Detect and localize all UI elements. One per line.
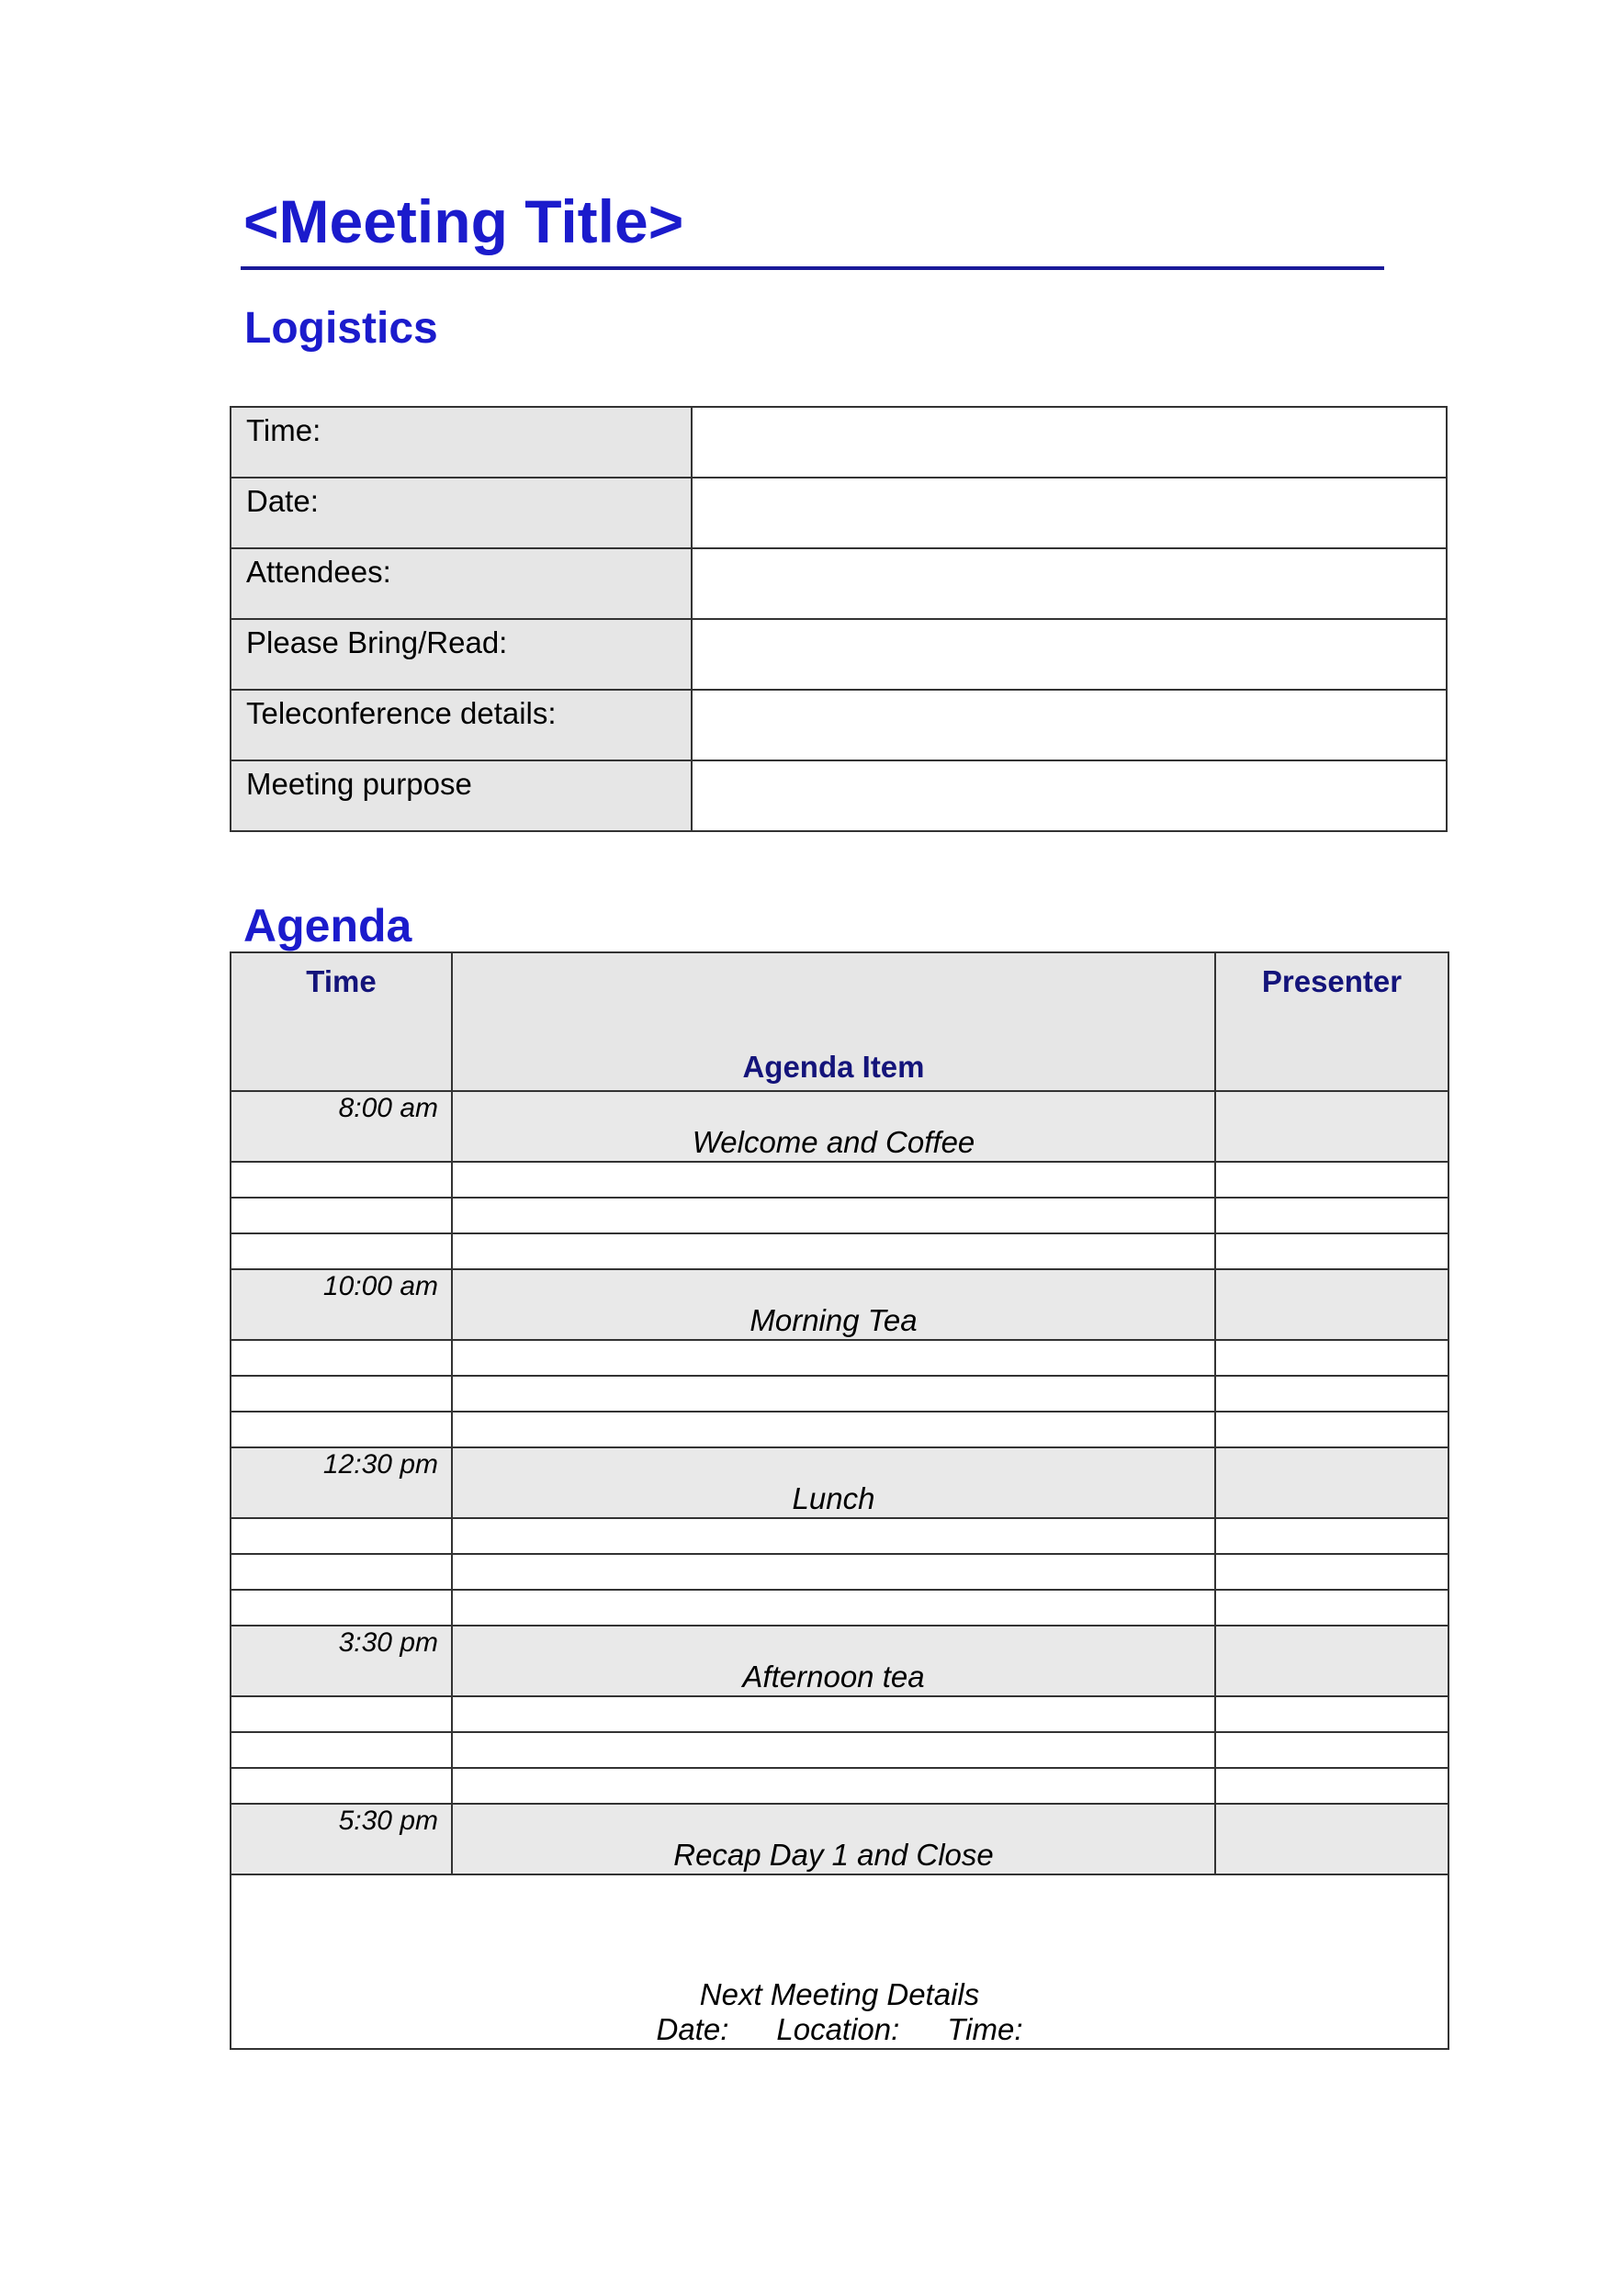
blank-cell[interactable] (452, 1768, 1215, 1804)
agenda-session-row (231, 1804, 1448, 1874)
blank-cell[interactable] (1215, 1768, 1448, 1804)
logistics-value-purpose[interactable] (692, 760, 1447, 831)
logistics-table (230, 406, 1448, 832)
logistics-label: Please Bring/Read: (231, 619, 692, 690)
agenda-blank-row (231, 1518, 1448, 1554)
logistics-row-attendees (231, 548, 1447, 619)
blank-cell[interactable] (452, 1696, 1215, 1732)
agenda-blank-row (231, 1554, 1448, 1590)
agenda-blank-row (231, 1376, 1448, 1412)
blank-cell[interactable] (1215, 1162, 1448, 1198)
agenda-session-row (231, 1447, 1448, 1518)
logistics-value-bring-read[interactable] (692, 619, 1447, 690)
blank-cell[interactable] (231, 1233, 452, 1269)
session-item: Morning Tea (452, 1269, 1215, 1340)
agenda-blank-row (231, 1696, 1448, 1732)
agenda-blank-row (231, 1340, 1448, 1376)
blank-cell[interactable] (1215, 1696, 1448, 1732)
blank-cell[interactable] (231, 1554, 452, 1590)
session-presenter[interactable] (1215, 1626, 1448, 1696)
agenda-header-row (231, 952, 1448, 1091)
blank-cell[interactable] (231, 1732, 452, 1768)
blank-cell[interactable] (1215, 1590, 1448, 1626)
blank-cell[interactable] (1215, 1412, 1448, 1447)
session-time: 3:30 pm (231, 1626, 452, 1696)
logistics-label: Time: (231, 407, 692, 478)
session-time: 5:30 pm (231, 1804, 452, 1874)
blank-cell[interactable] (1215, 1518, 1448, 1554)
logistics-value-teleconference[interactable] (692, 690, 1447, 760)
next-meeting-row (231, 1874, 1448, 2049)
agenda-blank-row (231, 1732, 1448, 1768)
blank-cell[interactable] (231, 1376, 452, 1412)
agenda-session-row (231, 1091, 1448, 1162)
agenda-blank-row (231, 1198, 1448, 1233)
blank-cell[interactable] (452, 1376, 1215, 1412)
logistics-row-teleconference (231, 690, 1447, 760)
blank-cell[interactable] (231, 1340, 452, 1376)
agenda-blank-row (231, 1412, 1448, 1447)
col-header-agenda-item: Agenda Item (452, 952, 1215, 1091)
blank-cell[interactable] (452, 1412, 1215, 1447)
agenda-blank-row (231, 1768, 1448, 1804)
logistics-label: Teleconference details: (231, 690, 692, 760)
blank-cell[interactable] (452, 1590, 1215, 1626)
session-item: Afternoon tea (452, 1626, 1215, 1696)
blank-cell[interactable] (231, 1412, 452, 1447)
session-presenter[interactable] (1215, 1091, 1448, 1162)
meeting-title: <Meeting Title> (243, 187, 684, 255)
blank-cell[interactable] (1215, 1376, 1448, 1412)
blank-cell[interactable] (1215, 1732, 1448, 1768)
blank-cell[interactable] (231, 1162, 452, 1198)
logistics-label: Attendees: (231, 548, 692, 619)
session-time: 10:00 am (231, 1269, 452, 1340)
blank-cell[interactable] (452, 1162, 1215, 1198)
blank-cell[interactable] (1215, 1554, 1448, 1590)
blank-cell[interactable] (231, 1768, 452, 1804)
session-item: Lunch (452, 1447, 1215, 1518)
session-presenter[interactable] (1215, 1269, 1448, 1340)
next-meeting-details (231, 1874, 1448, 2049)
agenda-session-row (231, 1269, 1448, 1340)
next-meeting-date-label: Date: (656, 2012, 729, 2047)
blank-cell[interactable] (452, 1518, 1215, 1554)
blank-cell[interactable] (231, 1696, 452, 1732)
agenda-blank-row (231, 1233, 1448, 1269)
session-time: 12:30 pm (231, 1447, 452, 1518)
agenda-blank-row (231, 1590, 1448, 1626)
logistics-value-date[interactable] (692, 478, 1447, 548)
title-underline (241, 266, 1384, 270)
logistics-row-time (231, 407, 1447, 478)
blank-cell[interactable] (231, 1518, 452, 1554)
blank-cell[interactable] (1215, 1340, 1448, 1376)
next-meeting-location-label: Location: (776, 2012, 900, 2047)
logistics-value-time[interactable] (692, 407, 1447, 478)
logistics-row-bring-read (231, 619, 1447, 690)
blank-cell[interactable] (231, 1198, 452, 1233)
logistics-row-purpose (231, 760, 1447, 831)
col-header-presenter: Presenter (1215, 952, 1448, 1091)
session-presenter[interactable] (1215, 1804, 1448, 1874)
blank-cell[interactable] (452, 1340, 1215, 1376)
agenda-session-row (231, 1626, 1448, 1696)
blank-cell[interactable] (231, 1590, 452, 1626)
agenda-blank-row (231, 1162, 1448, 1198)
logistics-row-date (231, 478, 1447, 548)
logistics-label: Meeting purpose (231, 760, 692, 831)
session-item: Welcome and Coffee (452, 1091, 1215, 1162)
col-header-time: Time (231, 952, 452, 1091)
logistics-heading: Logistics (244, 304, 438, 353)
session-item: Recap Day 1 and Close (452, 1804, 1215, 1874)
next-meeting-fields (231, 2012, 1448, 2047)
blank-cell[interactable] (1215, 1198, 1448, 1233)
blank-cell[interactable] (452, 1233, 1215, 1269)
session-presenter[interactable] (1215, 1447, 1448, 1518)
next-meeting-time-label: Time: (947, 2012, 1023, 2047)
blank-cell[interactable] (452, 1554, 1215, 1590)
next-meeting-title: Next Meeting Details (699, 1977, 980, 2012)
logistics-label: Date: (231, 478, 692, 548)
blank-cell[interactable] (452, 1198, 1215, 1233)
agenda-table (230, 951, 1449, 2050)
logistics-value-attendees[interactable] (692, 548, 1447, 619)
blank-cell[interactable] (452, 1732, 1215, 1768)
agenda-heading: Agenda (243, 900, 412, 951)
session-time: 8:00 am (231, 1091, 452, 1162)
blank-cell[interactable] (1215, 1233, 1448, 1269)
